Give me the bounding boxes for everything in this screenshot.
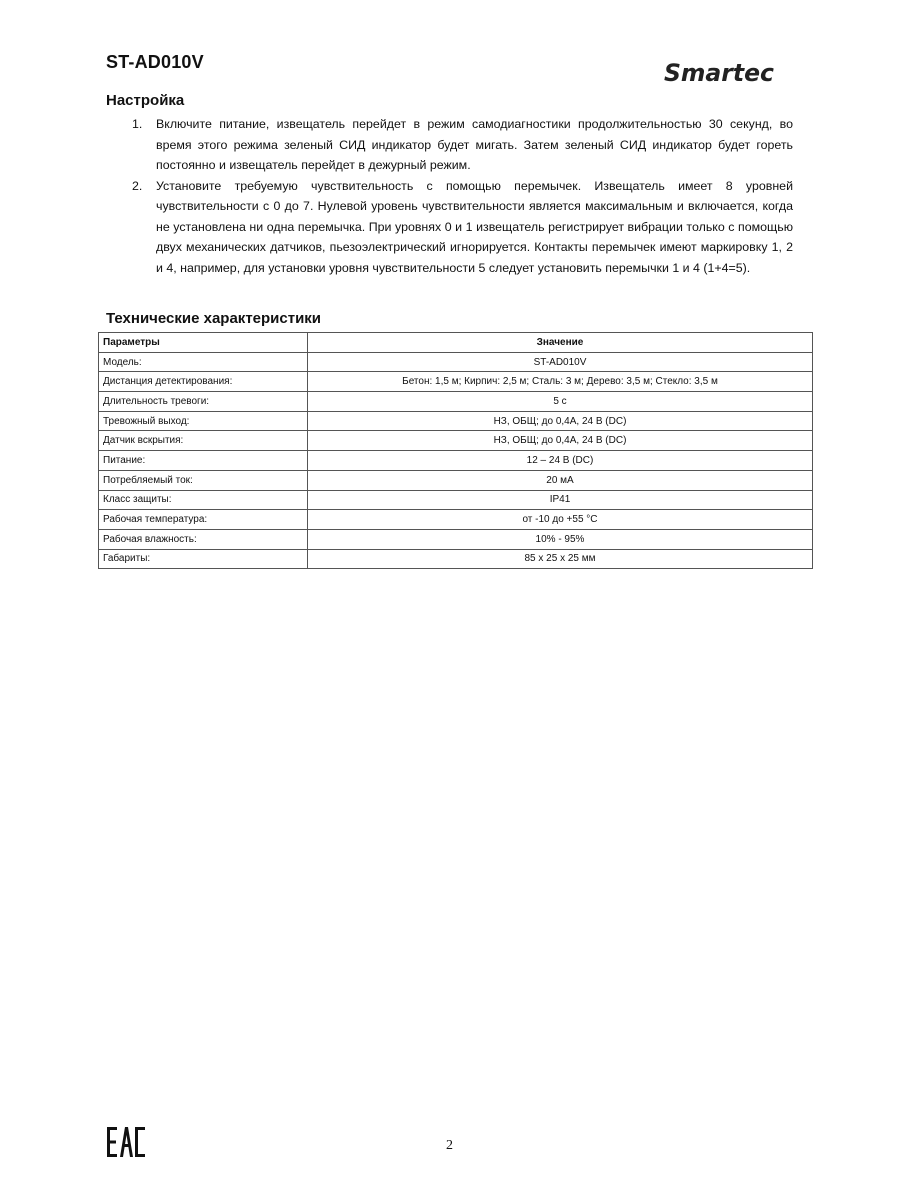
param-cell: Датчик вскрытия: <box>99 431 308 451</box>
step-number: 1. <box>132 117 143 131</box>
table-header-row <box>99 333 813 353</box>
table-row <box>99 431 813 451</box>
value-cell: 12 – 24 В (DC) <box>308 451 813 471</box>
document-title: ST-AD010V <box>106 52 204 72</box>
table-row <box>99 451 813 471</box>
param-cell: Габариты: <box>99 549 308 569</box>
param-cell: Тревожный выход: <box>99 411 308 431</box>
value-cell: от -10 до +55 °C <box>308 510 813 530</box>
setup-steps-list <box>106 114 793 278</box>
page-number: 2 <box>446 1138 453 1153</box>
value-cell: НЗ, ОБЩ; до 0,4А, 24 В (DC) <box>308 431 813 451</box>
smartec-logo-text: Smartec <box>664 59 774 87</box>
setup-step <box>106 176 793 279</box>
value-cell: 5 с <box>308 392 813 412</box>
setup-step <box>106 114 793 176</box>
table-row <box>99 470 813 490</box>
table-row <box>99 510 813 530</box>
smartec-logo <box>660 52 780 90</box>
param-cell: Рабочая температура: <box>99 510 308 530</box>
table-row <box>99 372 813 392</box>
value-cell: Бетон: 1,5 м; Кирпич: 2,5 м; Сталь: 3 м; Дерево: 3,5 м; Стекло: 3,5 м <box>308 372 813 392</box>
specs-heading: Технические характеристики <box>106 310 322 327</box>
eac-mark-icon <box>107 1127 145 1157</box>
param-cell: Потребляемый ток: <box>99 470 308 490</box>
param-cell: Рабочая влажность: <box>99 529 308 549</box>
value-cell: НЗ, ОБЩ; до 0,4А, 24 В (DC) <box>308 411 813 431</box>
param-cell: Длительность тревоги: <box>99 392 308 412</box>
table-row <box>99 411 813 431</box>
param-cell: Дистанция детектирования: <box>99 372 308 392</box>
table-row <box>99 529 813 549</box>
param-cell: Класс защиты: <box>99 490 308 510</box>
setup-heading: Настройка <box>106 92 185 109</box>
value-cell: ST-AD010V <box>308 352 813 372</box>
value-cell: 85 x 25 x 25 мм <box>308 549 813 569</box>
specs-table <box>98 332 813 569</box>
param-cell: Питание: <box>99 451 308 471</box>
table-row <box>99 352 813 372</box>
table-row <box>99 490 813 510</box>
table-row <box>99 392 813 412</box>
step-number: 2. <box>132 178 143 193</box>
value-cell: 20 мА <box>308 470 813 490</box>
param-cell: Модель: <box>99 352 308 372</box>
value-cell: IP41 <box>308 490 813 510</box>
column-header-value: Значение <box>308 333 813 353</box>
table-row <box>99 549 813 569</box>
step-text: Включите питание, извещатель перейдет в режим самодиагностики продолжительностью 30 секунд, во время этого режима зеленый СИД индикатор будет мигать. Затем зеленый СИД индикатор будет гореть постоянно и извещатель перейдет в дежурный режим. <box>156 117 793 172</box>
value-cell: 10% - 95% <box>308 529 813 549</box>
step-text: Установите требуемую чувствительность с помощью перемычек. Извещатель имеет 8 уровней чувствительности с 0 до 7. Нулевой уровень чувствительности является максимальным и включается, когда не установлена ни одна перемычка. При уровнях 0 и 1 извещатель регистрирует вибрации только с помощью двух механических датчиков, пьезоэлектрический игнорируется. Контакты перемычек имеют маркировку 1, 2 и 4, например, для установки уровня чувствительности 5 следует установить перемычки 1 и 4 (1+4=5). <box>156 178 793 275</box>
column-header-param: Параметры <box>99 333 308 353</box>
